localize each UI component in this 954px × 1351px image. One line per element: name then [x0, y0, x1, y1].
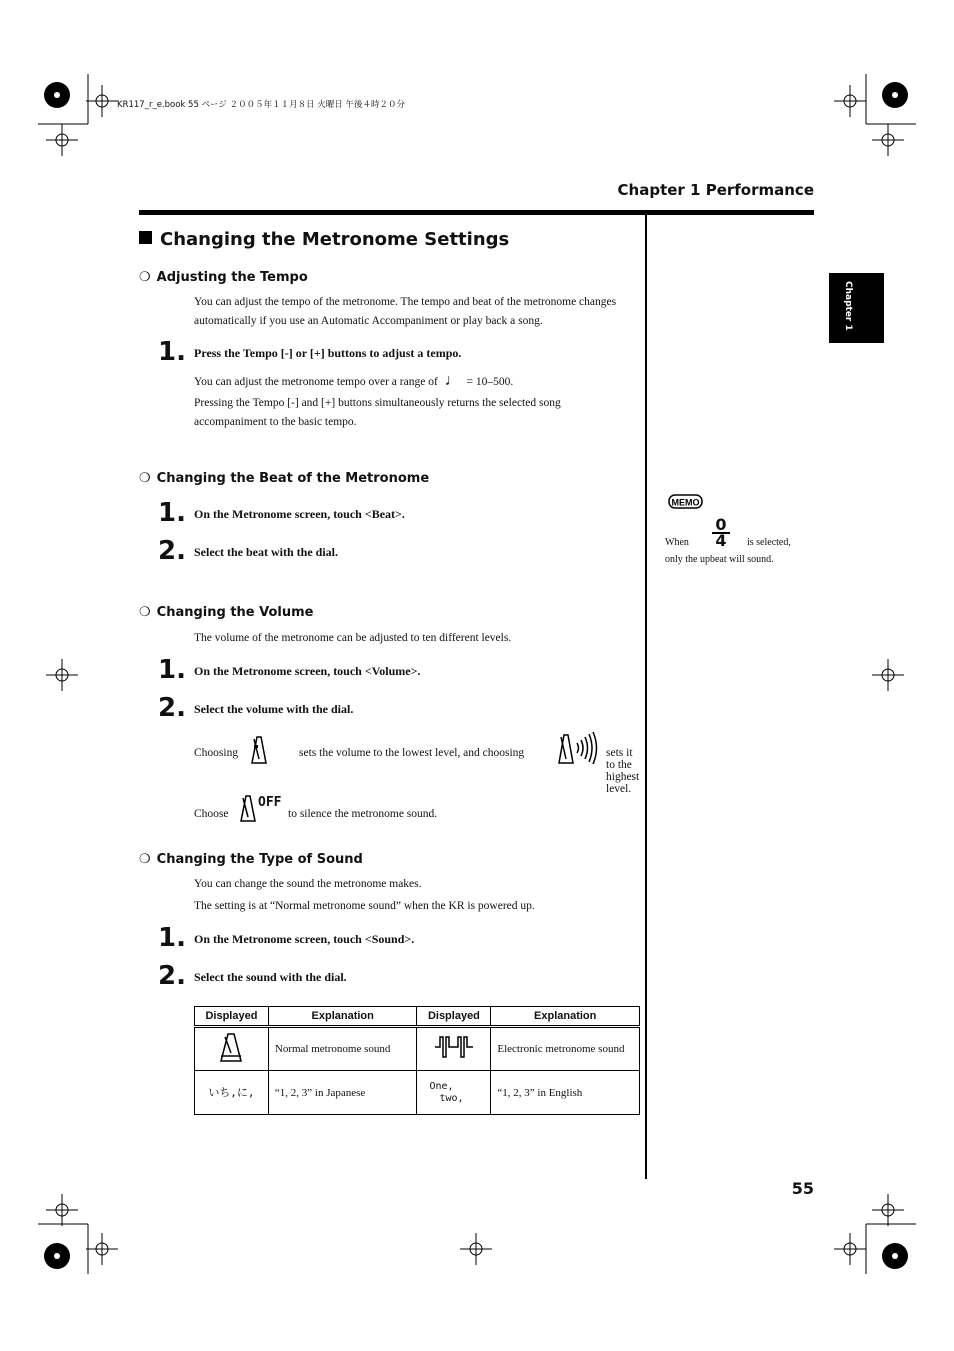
subheading-sound: [139, 852, 363, 867]
volume-high-post: sets it to the highest level.: [606, 747, 640, 795]
step-number: 2.: [158, 693, 186, 723]
tempo-reset: Pressing the Tempo [-] and [+] buttons simultaneously returns the selected song accompaniment to the basic tempo.: [194, 397, 561, 428]
step-text: Select the beat with the dial.: [194, 545, 338, 559]
metronome-off-glyph: [238, 793, 258, 823]
volume-mid-text: sets the volume to the lowest level, and choosing: [299, 747, 525, 759]
table-header: Explanation: [268, 1007, 417, 1027]
tempo-range-pre: You can adjust the metronome tempo over a range of: [194, 376, 438, 388]
chapter-title: Chapter 1 Performance: [617, 181, 814, 199]
metronome-low-volume-icon: [248, 733, 268, 765]
top-rule: [139, 210, 814, 215]
file-header: KR117_r_e.book 55 ページ ２００５年１１月８日 火曜日 午後４時２０分: [117, 100, 406, 110]
table-cell: [195, 1027, 269, 1071]
table-header: Explanation: [491, 1007, 640, 1027]
table-cell: Electronic metronome sound: [491, 1027, 640, 1071]
memo-icon: [668, 493, 704, 516]
tempo-range: [194, 372, 634, 392]
beat-denominator: 4: [712, 532, 730, 548]
quarter-note-icon: ♩: [444, 372, 461, 389]
volume-low-pre: Choosing: [194, 747, 239, 759]
subheading-tempo-text: Adjusting the Tempo: [156, 270, 308, 285]
step-number: 1.: [158, 655, 186, 685]
table-row: [195, 1027, 640, 1071]
memo-is-selected: is selected,: [747, 537, 791, 548]
memo-when: When: [665, 537, 689, 548]
table-cell: Normal metronome sound: [268, 1027, 417, 1071]
subheading-volume-text: Changing the Volume: [156, 605, 314, 620]
sound-type-table: [194, 1006, 640, 1115]
step-text: Select the volume with the dial.: [194, 702, 354, 716]
subheading-beat: [139, 471, 429, 486]
subheading-beat-text: Changing the Beat of the Metronome: [156, 471, 430, 486]
english-count-line-2: two,: [439, 1092, 464, 1104]
sound-intro-1: You can change the sound the metronome makes.: [194, 878, 422, 890]
beat-numerator: 0: [715, 515, 727, 534]
step-text: On the Metronome screen, touch <Beat>.: [194, 507, 405, 521]
step-text: Press the Tempo [-] or [+] buttons to adjust a tempo.: [194, 346, 462, 360]
beat-0-4-icon: [712, 515, 730, 550]
step-number: 1.: [158, 923, 186, 953]
square-bullet-icon: [139, 231, 152, 244]
step-text: On the Metronome screen, touch <Sound>.: [194, 932, 415, 946]
table-header: Displayed: [417, 1007, 491, 1027]
volume-off-pre: Choose: [194, 808, 229, 820]
volume-intro: The volume of the metronome can be adjusted to ten different levels.: [194, 632, 512, 644]
japanese-count-display: いち,に,: [208, 1085, 255, 1099]
section-title: [139, 229, 509, 250]
step-number: 2.: [158, 961, 186, 991]
ring-bullet-icon: ❍: [139, 471, 151, 486]
volume-off-post: to silence the metronome sound.: [288, 808, 438, 820]
english-count-display: [417, 1081, 490, 1105]
table-row: [195, 1071, 640, 1115]
subheading-volume: [139, 605, 314, 620]
table-cell: [417, 1071, 491, 1115]
step-text: Select the sound with the dial.: [194, 970, 347, 984]
table-cell: [195, 1071, 269, 1115]
table-cell: “1, 2, 3” in English: [491, 1071, 640, 1115]
memo-badge: [668, 493, 704, 511]
table-header: Displayed: [195, 1007, 269, 1027]
sound-intro-2: The setting is at “Normal metronome sound” when the KR is powered up.: [194, 900, 535, 912]
chapter-side-tab-label: Chapter 1: [843, 281, 853, 331]
table-cell: [417, 1027, 491, 1071]
page-number: 55: [791, 1179, 814, 1198]
table-cell: “1, 2, 3” in Japanese: [268, 1071, 417, 1115]
table-header-row: [195, 1007, 640, 1027]
metronome-high-volume-icon: [556, 731, 600, 765]
section-title-text: Changing the Metronome Settings: [160, 229, 510, 250]
volume-sets-text: [606, 747, 640, 795]
metronome-icon: [217, 1031, 245, 1063]
electronic-wave-icon: [434, 1034, 474, 1060]
tempo-intro: You can adjust the tempo of the metronome. The tempo and beat of the metronome changes automatically if you use an Automatic Accompaniment or play back a song.: [194, 296, 617, 327]
english-count-line-1: One,: [429, 1080, 454, 1092]
ring-bullet-icon: ❍: [139, 270, 151, 285]
step-number: 1.: [158, 337, 186, 367]
memo-label: MEMO: [671, 497, 700, 508]
subheading-sound-text: Changing the Type of Sound: [156, 852, 363, 867]
chapter-side-tab: [829, 273, 884, 343]
tempo-range-post: = 10–500.: [466, 376, 514, 388]
column-divider: [645, 215, 647, 1179]
step-number: 1.: [158, 498, 186, 528]
ring-bullet-icon: ❍: [139, 605, 151, 620]
step-number: 2.: [158, 536, 186, 566]
step-text: On the Metronome screen, touch <Volume>.: [194, 664, 421, 678]
metronome-off-icon: [238, 793, 281, 823]
memo-line-2: only the upbeat will sound.: [665, 554, 774, 565]
off-label: OFF: [258, 795, 282, 810]
ring-bullet-icon: ❍: [139, 852, 151, 867]
subheading-tempo: [139, 270, 308, 285]
